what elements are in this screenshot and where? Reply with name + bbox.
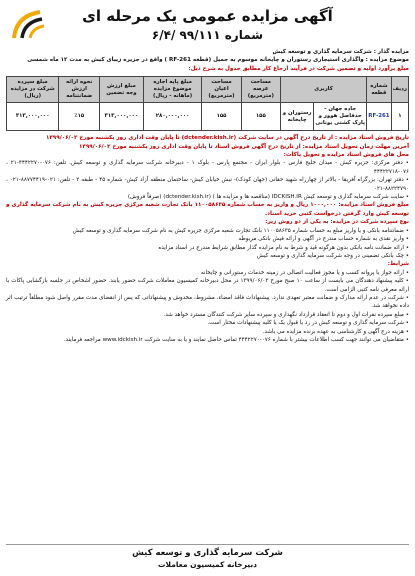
- company-logo-icon: [10, 8, 52, 42]
- section-line: • ارائه ضمانت نامه بانکی بدون هرگونه قید و شرط به نام مزایده گذار مطابق شرایط مندرج در اسناد مزایده: [158, 244, 409, 251]
- table-cell: رستوران و چایخانه: [281, 103, 314, 131]
- notice-header: [6, 4, 409, 48]
- section-line: • ضمانتنامه بانکی و یا واریز مبلغ به حساب شماره ۱۱۰۰۵۸۶۳۵ بانک تجارت شعبه مرکزی جزیره کیش به نام شرکت سرمایه گذاری و توسعه کیش: [72, 227, 409, 234]
- footer-commission: دبیرخانه کمیسیون معاملات: [157, 560, 258, 569]
- section-line: • دفتر تهران: بزرگراه آفریقا - بالاتر از چهارراه شهید حقانی (جهان کودک)- نبش خیابان کیش- ساختمان منطقه آزاد کیش- شماره ۴۵ - طبقه ۲ - تلفن: ۰۲۱-۸۸۷۷۴۴۱۹-۰۲۱ ، ۸۸۲۲۴۷۹۰-۰۲۱: [6, 177, 410, 192]
- table-header-row: [7, 77, 409, 103]
- section-line: نوع سپرده شرکت در مزایده: به یکی از دو روش زیر:: [265, 219, 409, 226]
- lots-table: [6, 76, 409, 131]
- auctioneer-line: مزایده گذار : شرکت سرمایه گذاری و توسعه کیش: [272, 49, 409, 55]
- section-line: • کلیه پیشنهاد دهندگان می بایست از ساعت ۱۰ صبح مورخ ۱۳۹۹/۰۶/۰۳ در محل دبیرخانه کمیسیون معاملات شرکت حضور یابند. حضور اشخاص در جلسه بازگشایی پاکات با ارائه معرفی نامه کتبی الزامی است.: [6, 278, 409, 293]
- table-cell: ٪۱۵: [59, 103, 100, 131]
- notice-title: آگهی مزایده عمومی یک مرحله ای: [82, 7, 333, 25]
- table-cell: ۱۵۵: [241, 103, 280, 131]
- section-line: آخرین مهلت زمان تحویل اسناد مزایده: از تاریخ درج آگهی فروش اسناد تا پایان وقت اداری روز یکشنبه مورخ ۱۳۹۹/۰۶/۰۲: [78, 143, 409, 150]
- footer-company: شرکت سرمایه گذاری و توسعه کیش: [132, 548, 283, 558]
- amounts-heading: مبلغ برآورد اولیه و تضمین شرکت در فرآیند ارجاع کار مطابق جدول به شرح ذیل:: [188, 65, 409, 72]
- section-line: • واریز نقدی به شماره حساب مندرج در آگهی و ارائه فیش بانکی مربوطه: [238, 236, 409, 243]
- table-header-cell: کاربری: [281, 77, 367, 103]
- table-header-cell: مبلغ ارزش وجه تضمین: [100, 77, 144, 103]
- section-line: شرایط:: [387, 261, 409, 268]
- notice-number: شماره ۹۹/۱۱۱ /۶/۴: [151, 28, 264, 42]
- section-line: • دفتر مرکزی: جزیره کیش - میدان خلیج فارس - بلوار ایران - مجتمع پارس - بلوک ۱ - دبیرخانه شرکت سرمایه گذاری و توسعه کیش. تلفن: ۰۷۶-۴۴۴۲۲۷۰-۲۱ ، ۰۷۶-۴۴۴۲۲۷۱۸: [6, 160, 409, 175]
- section-line: • متقاضیان می توانند جهت کسب اطلاعات بیشتر با شماره ۰۷۶-۴۴۴۲۲۷۰ تماس حاصل نمایند و یا به سایت شرکت www.idckish.ir مراجعه فرمایند.: [63, 336, 409, 343]
- section-line: • چک بانکی تضمینی در وجه شرکت سرمایه گذاری و توسعه کیش: [256, 252, 409, 259]
- table-cell: ۳۱۳,۰۰۰,۰۰۰: [100, 103, 144, 131]
- table-row: [7, 103, 409, 131]
- table-cell: ۲۸۰,۰۰۰,۰۰۰: [143, 103, 202, 131]
- table-cell: ۱۵۵: [202, 103, 241, 131]
- table-header-cell: مبلغ پایه اجاره موضوع مزایده (ماهانه - ریال): [143, 77, 202, 103]
- table-cell: RF-261: [367, 103, 392, 131]
- table-cell: ۱: [391, 103, 408, 131]
- notice-footer: [6, 544, 409, 572]
- table-header-cell: مساحت اعیان (مترمربع): [202, 77, 241, 103]
- section-line: • شرکت سرمایه گذاری و توسعه کیش در رد یا قبول یک یا کلیه پیشنهادات مختار است.: [207, 320, 409, 327]
- section-line: تاریخ فروش اسناد مزایده : از تاریخ درج آگهی در سایت شرکت (dctender.kish.ir) تا پایان وقت اداری روز یکشنبه مورخ ۱۳۹۹/۰۶/۰۲: [45, 135, 409, 142]
- section-line: • هزینه درج آگهی و کارشناسی به عهده برنده مزایده می باشد.: [262, 328, 409, 335]
- table-header-cell: مساحت عرصه (مترمربع): [241, 77, 280, 103]
- section-line: • مبلغ سپرده نفرات اول و دوم تا انعقاد قرارداد نگهداری و سپرده سایر شرکت کنندگان مسترد خواهد شد.: [163, 311, 409, 318]
- table-cell: ۳۱۳,۰۰۰,۰۰۰: [7, 103, 59, 131]
- section-line: • شرکت در عدم ارائه مدارک و ضمانت معتبر تعهدی ندارد. پیشنهادات فاقد امضاء، مشروط، مخدوش و پیشنهاداتی که پس از انقضای مدت مقرر واصل شود مطلقاً ترتیب اثر داده نخواهد شد.: [6, 294, 409, 310]
- table-header-cell: ردیف: [391, 77, 408, 103]
- table-header-cell: مبلغ سپرده شرکت در مزایده (ریال): [7, 77, 59, 103]
- table-header-cell: نحوه ارائه ارزش ضمانتنامه: [59, 77, 100, 103]
- section-line: محل های فروش اسناد مزایده و تحویل پاکات:: [283, 152, 409, 159]
- table-header-cell: شماره قطعه: [367, 77, 392, 103]
- section-line: • سایت شرکت سرمایه گذاری و توسعه کیش IDCKISH.IR (مناقصه ها و مزایده ها ) (dctender.kish.ir) (صرفاً فروش): [127, 194, 409, 201]
- table-cell: جاده جهان - حدفاصل هوور و پارک کشتی یونانی: [314, 103, 367, 131]
- subject-line: موضوع مزایده : واگذاری استیجاری رستوران و چایخانه موسوم به جمیل (قطعه RF-261 ) واقع در جزیره زیبای کیش به مدت ۱۲ ماه شمسی: [27, 57, 409, 64]
- notice-body: [6, 134, 409, 344]
- section-line: • ارائه جواز یا پروانه کسب و یا مجوز فعالیت اتصالی در زمینه خدمات رستورانی و چایخانه: [200, 269, 409, 276]
- section-line: مبلغ فروش اسناد مزایده: ۱۰۰۰,۰۰۰ ریال و واریز به حساب شماره ۱۱۰۰۵۸۶۳۵ بانک تجارت شعبه مرکزی جزیره کیش به نام شرکت سرمایه گذاری و توسعه کیش وارد گرفتن درخواست کتبی خرید اسناد.: [6, 202, 409, 217]
